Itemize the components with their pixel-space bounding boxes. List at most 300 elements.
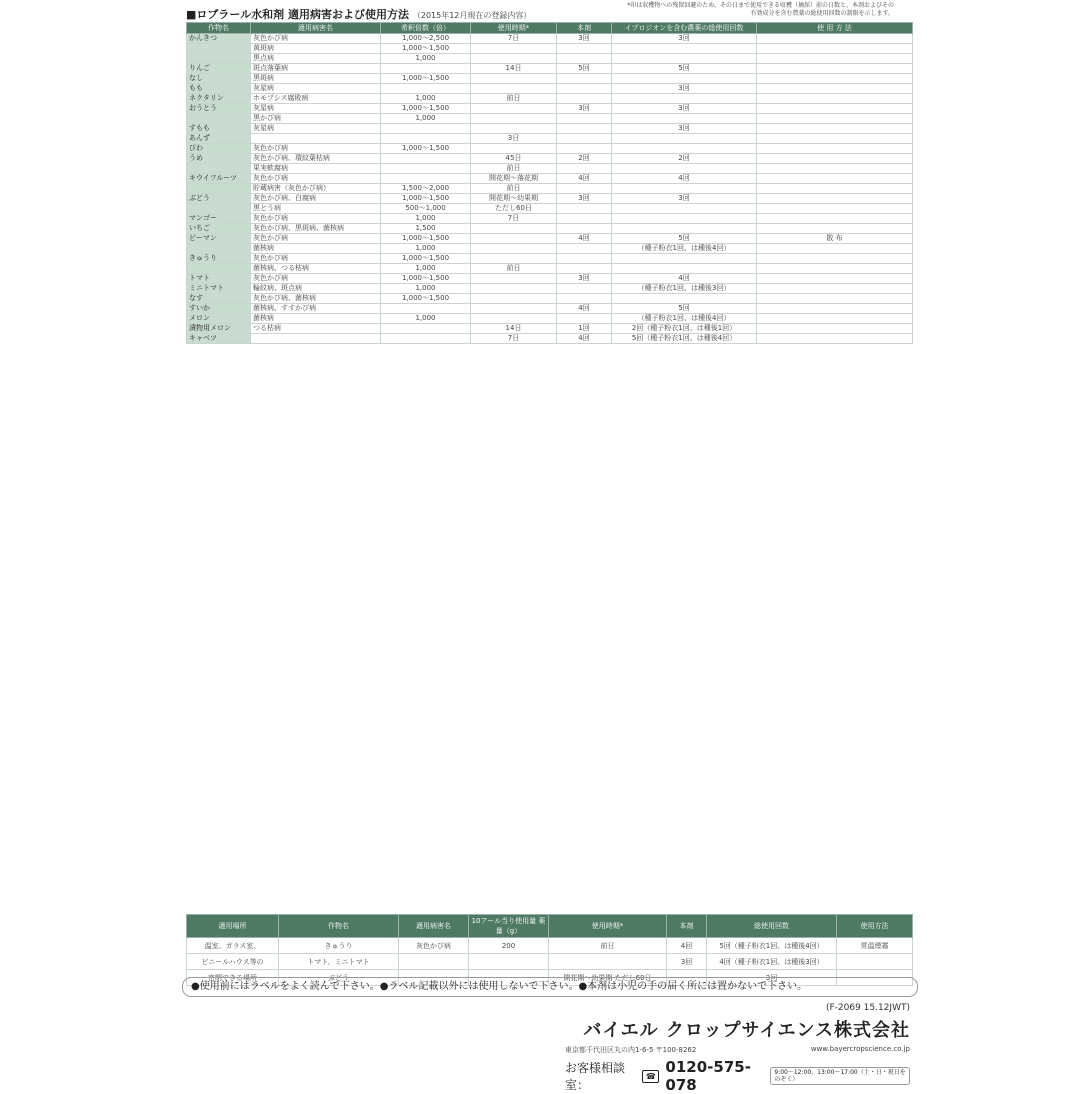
dilution-cell: 500～1,000 bbox=[381, 204, 471, 214]
crop-cell: ぶどう bbox=[187, 194, 251, 204]
timing-cell bbox=[471, 74, 557, 84]
disease-cell: 斑点落葉病 bbox=[251, 64, 381, 74]
crop-cell: あんず bbox=[187, 134, 251, 144]
smoke-cell-crop: トマト、ミニトマト bbox=[279, 954, 399, 970]
timing-cell: 14日 bbox=[471, 64, 557, 74]
disease-cell: 灰色かび病 bbox=[251, 234, 381, 244]
disease-cell: 灰色かび病、環紋葉枯病 bbox=[251, 154, 381, 164]
dilution-cell bbox=[381, 174, 471, 184]
table-row bbox=[187, 84, 913, 94]
timing-cell: 7日 bbox=[471, 214, 557, 224]
timing-cell bbox=[471, 294, 557, 304]
contact-label: お客様相談室： bbox=[565, 1061, 626, 1092]
smoke-cell-place: 密閉できる場所 bbox=[187, 970, 279, 986]
count-cell bbox=[557, 224, 612, 234]
dilution-cell: 1,000 bbox=[381, 314, 471, 324]
method-cell bbox=[757, 54, 913, 64]
total-count-cell bbox=[612, 224, 757, 234]
disease-cell: 灰色かび病 bbox=[251, 34, 381, 44]
disease-cell: 果実軟腐病 bbox=[251, 164, 381, 174]
crop-cell: いちご bbox=[187, 224, 251, 234]
timing-cell bbox=[471, 144, 557, 154]
count-cell bbox=[557, 254, 612, 264]
dilution-cell: 1,000～1,500 bbox=[381, 144, 471, 154]
table-row bbox=[187, 164, 913, 174]
table-row bbox=[187, 304, 913, 314]
total-count-cell bbox=[612, 254, 757, 264]
total-count-cell bbox=[612, 94, 757, 104]
dilution-cell: 1,000～1,500 bbox=[381, 294, 471, 304]
smoke-cell-method: 常温煙霧 bbox=[837, 938, 913, 954]
dilution-cell: 1,000 bbox=[381, 264, 471, 274]
count-cell bbox=[557, 124, 612, 134]
count-cell bbox=[557, 294, 612, 304]
header-disease: 適用病害名 bbox=[251, 23, 381, 34]
timing-cell bbox=[471, 84, 557, 94]
count-cell bbox=[557, 164, 612, 174]
count-cell: 4回 bbox=[557, 304, 612, 314]
table-row bbox=[187, 254, 913, 264]
disease-cell: つる枯病 bbox=[251, 324, 381, 334]
count-cell bbox=[557, 214, 612, 224]
smoke-cell-timing bbox=[549, 954, 667, 970]
method-cell bbox=[757, 204, 913, 214]
timing-cell: 開花期～落花期 bbox=[471, 174, 557, 184]
crop-cell: すもも bbox=[187, 124, 251, 134]
dilution-cell: 1,500～2,000 bbox=[381, 184, 471, 194]
method-cell bbox=[757, 314, 913, 324]
count-cell: 5回 bbox=[557, 64, 612, 74]
notes: *印は収穫物への残留回避のため、その日まで使用できる収穫（摘採）前の日数と、本剤およびその有効成分を含む農薬の総使用回数の制限を示します。 bbox=[627, 2, 894, 17]
timing-cell bbox=[471, 234, 557, 244]
timing-cell: 開花期～幼果期 bbox=[471, 194, 557, 204]
disease-cell: ホモプシス腐敗病 bbox=[251, 94, 381, 104]
crop-cell: りんご bbox=[187, 64, 251, 74]
header-this-agent: 本剤 bbox=[557, 23, 612, 34]
smoke-cell-timing: 開花期～幼果期 ただし60日 bbox=[549, 970, 667, 986]
count-cell: 1回 bbox=[557, 324, 612, 334]
count-cell bbox=[557, 184, 612, 194]
smoke-cell-place: 温室、ガラス室、 bbox=[187, 938, 279, 954]
crop-cell: ネクタリン bbox=[187, 94, 251, 104]
crop-cell: ミニトマト bbox=[187, 284, 251, 294]
count-cell bbox=[557, 84, 612, 94]
dilution-cell bbox=[381, 124, 471, 134]
dilution-cell: 1,000 bbox=[381, 54, 471, 64]
crop-cell: 漬物用メロン bbox=[187, 324, 251, 334]
crop-cell bbox=[187, 264, 251, 274]
method-cell bbox=[757, 334, 913, 344]
table-row bbox=[187, 334, 913, 344]
smoke-cell-this: 3回 bbox=[667, 954, 707, 970]
method-cell bbox=[757, 84, 913, 94]
table-row bbox=[187, 134, 913, 144]
total-count-cell: 5回 bbox=[612, 304, 757, 314]
total-count-cell: 2回（種子粉衣1回、は種後1回） bbox=[612, 324, 757, 334]
count-cell bbox=[557, 114, 612, 124]
total-count-cell bbox=[612, 164, 757, 174]
method-cell bbox=[757, 184, 913, 194]
smoke-cell-disease: 灰色かび病 bbox=[399, 938, 469, 954]
smoke-cell-timing: 前日 bbox=[549, 938, 667, 954]
count-cell bbox=[557, 94, 612, 104]
table-row bbox=[187, 284, 913, 294]
smoke-cell-this: 4回 bbox=[667, 938, 707, 954]
crop-cell: すいか bbox=[187, 304, 251, 314]
timing-cell: 7日 bbox=[471, 34, 557, 44]
smoke-header: 総使用回数 bbox=[707, 915, 837, 938]
method-cell bbox=[757, 154, 913, 164]
dilution-cell: 1,500 bbox=[381, 224, 471, 234]
count-cell: 4回 bbox=[557, 174, 612, 184]
timing-cell: 14日 bbox=[471, 324, 557, 334]
disease-cell: 菌核病 bbox=[251, 314, 381, 324]
disease-cell: 灰色かび病 bbox=[251, 254, 381, 264]
crop-cell: もも bbox=[187, 84, 251, 94]
table-row bbox=[187, 264, 913, 274]
header-timing: 使用時期* bbox=[471, 23, 557, 34]
smoke-table bbox=[186, 914, 913, 986]
method-cell bbox=[757, 324, 913, 334]
timing-cell bbox=[471, 254, 557, 264]
method-cell bbox=[757, 174, 913, 184]
count-cell: 3回 bbox=[557, 274, 612, 284]
total-count-cell: 4回 bbox=[612, 174, 757, 184]
dilution-cell bbox=[381, 84, 471, 94]
disease-cell: 黒とう病 bbox=[251, 204, 381, 214]
count-cell bbox=[557, 134, 612, 144]
count-cell: 4回 bbox=[557, 334, 612, 344]
timing-cell: 3日 bbox=[471, 134, 557, 144]
method-cell bbox=[757, 104, 913, 114]
dilution-cell: 1,000～1,500 bbox=[381, 254, 471, 264]
smoke-cell-disease bbox=[399, 954, 469, 970]
table-row bbox=[187, 34, 913, 44]
document-title: ■ロブラール水和剤 適用病害および使用方法 （2015年12月現在の登録内容） bbox=[186, 8, 532, 21]
method-cell bbox=[757, 274, 913, 284]
count-cell: 4回 bbox=[557, 234, 612, 244]
table-row bbox=[187, 214, 913, 224]
timing-cell bbox=[471, 274, 557, 284]
total-count-cell: 3回 bbox=[612, 34, 757, 44]
company-name: バイエル クロップサイエンス株式会社 bbox=[583, 1020, 910, 1041]
disease-cell bbox=[251, 134, 381, 144]
header-crop: 作物名 bbox=[187, 23, 251, 34]
count-cell: 3回 bbox=[557, 104, 612, 114]
timing-cell bbox=[471, 114, 557, 124]
count-cell bbox=[557, 314, 612, 324]
method-cell: 散 布 bbox=[757, 234, 913, 244]
total-count-cell bbox=[612, 74, 757, 84]
total-count-cell bbox=[612, 214, 757, 224]
smoke-header: 適用病害名 bbox=[399, 915, 469, 938]
count-cell: 3回 bbox=[557, 34, 612, 44]
dilution-cell: 1,000 bbox=[381, 244, 471, 254]
method-cell bbox=[757, 164, 913, 174]
timing-cell bbox=[471, 304, 557, 314]
timing-cell bbox=[471, 284, 557, 294]
disease-cell: 灰星病 bbox=[251, 124, 381, 134]
disease-cell: 灰色かび病、菌核病 bbox=[251, 294, 381, 304]
method-cell bbox=[757, 114, 913, 124]
timing-cell: 前日 bbox=[471, 164, 557, 174]
smoke-row bbox=[187, 954, 913, 970]
count-cell bbox=[557, 284, 612, 294]
total-count-cell: 5回 bbox=[612, 64, 757, 74]
smoke-cell-total: 4回（種子粉衣1回、は種後3回） bbox=[707, 954, 837, 970]
application-table bbox=[186, 22, 913, 344]
disease-cell: 黄斑病 bbox=[251, 44, 381, 54]
total-count-cell bbox=[612, 294, 757, 304]
dilution-cell bbox=[381, 334, 471, 344]
table-row bbox=[187, 114, 913, 124]
count-cell bbox=[557, 264, 612, 274]
table-row bbox=[187, 44, 913, 54]
timing-cell: 45日 bbox=[471, 154, 557, 164]
warning-banner: ●使用前にはラベルをよく読んで下さい。●ラベル記載以外には使用しないで下さい。●本剤は小児の手の届く所には置かないで下さい。 bbox=[182, 977, 918, 997]
method-cell bbox=[757, 254, 913, 264]
table-row bbox=[187, 184, 913, 194]
smoke-cell-total: 3回 bbox=[707, 970, 837, 986]
dilution-cell: 1,000～1,500 bbox=[381, 74, 471, 84]
method-cell bbox=[757, 224, 913, 234]
dilution-cell bbox=[381, 64, 471, 74]
table-row bbox=[187, 234, 913, 244]
timing-cell bbox=[471, 244, 557, 254]
total-count-cell: 3回 bbox=[612, 84, 757, 94]
table-row bbox=[187, 174, 913, 184]
crop-cell bbox=[187, 44, 251, 54]
method-cell bbox=[757, 94, 913, 104]
disease-cell: 灰色かび病、白腐病 bbox=[251, 194, 381, 204]
timing-cell: 前日 bbox=[471, 184, 557, 194]
smoke-cell-amount bbox=[469, 954, 549, 970]
total-count-cell: 4回 bbox=[612, 274, 757, 284]
total-count-cell: 5回 bbox=[612, 234, 757, 244]
timing-cell bbox=[471, 314, 557, 324]
smoke-cell-crop: ぶどう bbox=[279, 970, 399, 986]
timing-cell bbox=[471, 54, 557, 64]
smoke-cell-place: ビニールハウス等の bbox=[187, 954, 279, 970]
smoke-header: 作物名 bbox=[279, 915, 399, 938]
count-cell bbox=[557, 44, 612, 54]
method-cell bbox=[757, 74, 913, 84]
smoke-cell-total: 5回（種子粉衣1回、は種後4回） bbox=[707, 938, 837, 954]
disease-cell: 菌核病、つる枯病 bbox=[251, 264, 381, 274]
total-count-cell bbox=[612, 264, 757, 274]
method-cell bbox=[757, 134, 913, 144]
method-cell bbox=[757, 124, 913, 134]
crop-cell: マンゴー bbox=[187, 214, 251, 224]
disease-cell: 灰色かび病 bbox=[251, 274, 381, 284]
crop-cell: なす bbox=[187, 294, 251, 304]
count-cell bbox=[557, 74, 612, 84]
dilution-cell: 1,000～1,500 bbox=[381, 44, 471, 54]
method-cell bbox=[757, 264, 913, 274]
crop-cell: キウイフルーツ bbox=[187, 174, 251, 184]
table-row bbox=[187, 314, 913, 324]
crop-cell bbox=[187, 204, 251, 214]
dilution-cell: 1,000～1,500 bbox=[381, 194, 471, 204]
crop-cell bbox=[187, 244, 251, 254]
document-code: (F-2069 15.12JWT) bbox=[825, 1003, 910, 1013]
table-row bbox=[187, 124, 913, 134]
table-row bbox=[187, 104, 913, 114]
timing-cell: 前日 bbox=[471, 94, 557, 104]
smoke-row bbox=[187, 938, 913, 954]
total-count-cell bbox=[612, 114, 757, 124]
crop-cell bbox=[187, 114, 251, 124]
table-row bbox=[187, 324, 913, 334]
crop-cell: かんきつ bbox=[187, 34, 251, 44]
total-count-cell: 3回 bbox=[612, 194, 757, 204]
method-cell bbox=[757, 44, 913, 54]
company-address: 東京都千代田区丸の内1-6-5 〒100-8262 bbox=[565, 1046, 697, 1054]
dilution-cell: 1,000～1,500 bbox=[381, 104, 471, 114]
dilution-cell: 1,000 bbox=[381, 214, 471, 224]
crop-cell: びわ bbox=[187, 144, 251, 154]
crop-cell: トマト bbox=[187, 274, 251, 284]
crop-cell: ピーマン bbox=[187, 234, 251, 244]
disease-cell: 黒斑病 bbox=[251, 74, 381, 84]
crop-cell: なし bbox=[187, 74, 251, 84]
disease-cell: 菌核病 bbox=[251, 244, 381, 254]
disease-cell: 灰色かび病 bbox=[251, 174, 381, 184]
crop-cell: メロン bbox=[187, 314, 251, 324]
method-cell bbox=[757, 304, 913, 314]
count-cell bbox=[557, 204, 612, 214]
table-row bbox=[187, 294, 913, 304]
timing-cell: 7日 bbox=[471, 334, 557, 344]
contact-hours: 9:00～12:00、13:00～17:00（土・日・祝日をのぞく） bbox=[770, 1067, 910, 1085]
total-count-cell bbox=[612, 134, 757, 144]
dilution-cell bbox=[381, 134, 471, 144]
method-cell bbox=[757, 294, 913, 304]
table-row bbox=[187, 144, 913, 154]
crop-cell bbox=[187, 54, 251, 64]
header-total: イプロジオンを含む農薬の総使用回数 bbox=[612, 23, 757, 34]
smoke-cell-amount: 200 bbox=[469, 938, 549, 954]
crop-cell: キャベツ bbox=[187, 334, 251, 344]
crop-cell: うめ bbox=[187, 154, 251, 164]
table-row bbox=[187, 194, 913, 204]
disease-cell: 灰星病 bbox=[251, 104, 381, 114]
table-row bbox=[187, 224, 913, 234]
smoke-header: 10アール当り使用量 薬量（g） bbox=[469, 915, 549, 938]
smoke-cell-method bbox=[837, 954, 913, 970]
disease-cell: 灰色かび病 bbox=[251, 144, 381, 154]
smoke-cell-crop: きゅうり bbox=[279, 938, 399, 954]
table-row bbox=[187, 274, 913, 284]
total-count-cell bbox=[612, 204, 757, 214]
dilution-cell: 1,000 bbox=[381, 94, 471, 104]
method-cell bbox=[757, 194, 913, 204]
count-cell bbox=[557, 244, 612, 254]
phone-icon: ☎ bbox=[642, 1070, 659, 1083]
table-row bbox=[187, 74, 913, 84]
method-cell bbox=[757, 284, 913, 294]
table-row bbox=[187, 204, 913, 214]
method-cell bbox=[757, 34, 913, 44]
total-count-cell bbox=[612, 44, 757, 54]
company-website: www.bayercropscience.co.jp bbox=[810, 1045, 910, 1053]
total-count-cell: 3回 bbox=[612, 124, 757, 134]
smoke-header: 本剤 bbox=[667, 915, 707, 938]
total-count-cell bbox=[612, 144, 757, 154]
crop-cell bbox=[187, 164, 251, 174]
timing-cell: 前日 bbox=[471, 264, 557, 274]
method-cell bbox=[757, 214, 913, 224]
table-row bbox=[187, 94, 913, 104]
count-cell: 3回 bbox=[557, 194, 612, 204]
disease-cell: 黒かび病 bbox=[251, 114, 381, 124]
table-row bbox=[187, 64, 913, 74]
total-count-cell: （種子粉衣1回、は種後4回） bbox=[612, 244, 757, 254]
table-row bbox=[187, 244, 913, 254]
dilution-cell: 1,000～1,500 bbox=[381, 274, 471, 284]
contact-line bbox=[565, 1058, 910, 1094]
method-cell bbox=[757, 244, 913, 254]
timing-cell: ただし60日 bbox=[471, 204, 557, 214]
dilution-cell: 1,000～1,500 bbox=[381, 234, 471, 244]
dilution-cell bbox=[381, 154, 471, 164]
document-page bbox=[170, 0, 910, 1094]
phone-number: 0120-575-078 bbox=[665, 1058, 751, 1094]
timing-cell bbox=[471, 104, 557, 114]
dilution-cell: 1,000～2,500 bbox=[381, 34, 471, 44]
total-count-cell: 3回 bbox=[612, 104, 757, 114]
total-count-cell bbox=[612, 184, 757, 194]
dilution-cell bbox=[381, 324, 471, 334]
crop-cell: きゅうり bbox=[187, 254, 251, 264]
dilution-cell bbox=[381, 304, 471, 314]
disease-cell: 輪紋病、斑点病 bbox=[251, 284, 381, 294]
dilution-cell bbox=[381, 164, 471, 174]
method-cell bbox=[757, 64, 913, 74]
dilution-cell: 1,000 bbox=[381, 284, 471, 294]
disease-cell: 灰色かび病 bbox=[251, 214, 381, 224]
timing-cell bbox=[471, 224, 557, 234]
crop-cell: おうとう bbox=[187, 104, 251, 114]
disease-cell bbox=[251, 334, 381, 344]
total-count-cell: 2回 bbox=[612, 154, 757, 164]
timing-cell bbox=[471, 44, 557, 54]
total-count-cell: （種子粉衣1回、は種後4回） bbox=[612, 314, 757, 324]
disease-cell: 黒点病 bbox=[251, 54, 381, 64]
smoke-header: 使用方法 bbox=[837, 915, 913, 938]
crop-cell bbox=[187, 184, 251, 194]
count-cell bbox=[557, 54, 612, 64]
total-count-cell: 5回（種子粉衣1回、は種後4回） bbox=[612, 334, 757, 344]
table-row bbox=[187, 54, 913, 64]
smoke-header: 使用時期* bbox=[549, 915, 667, 938]
count-cell bbox=[557, 144, 612, 154]
table-row bbox=[187, 154, 913, 164]
disease-cell: 貯蔵病害（灰色かび病） bbox=[251, 184, 381, 194]
method-cell bbox=[757, 144, 913, 154]
dilution-cell: 1,000 bbox=[381, 114, 471, 124]
disease-cell: 菌核病、すすかび病 bbox=[251, 304, 381, 314]
timing-cell bbox=[471, 124, 557, 134]
header-dilution: 希釈倍数（倍） bbox=[381, 23, 471, 34]
disease-cell: 灰星病 bbox=[251, 84, 381, 94]
disease-cell: 灰色かび病、黒斑病、菌核病 bbox=[251, 224, 381, 234]
smoke-header: 適用場所 bbox=[187, 915, 279, 938]
header-method: 使 用 方 法 bbox=[757, 23, 913, 34]
total-count-cell: （種子粉衣1回、は種後3回） bbox=[612, 284, 757, 294]
count-cell: 2回 bbox=[557, 154, 612, 164]
total-count-cell bbox=[612, 54, 757, 64]
